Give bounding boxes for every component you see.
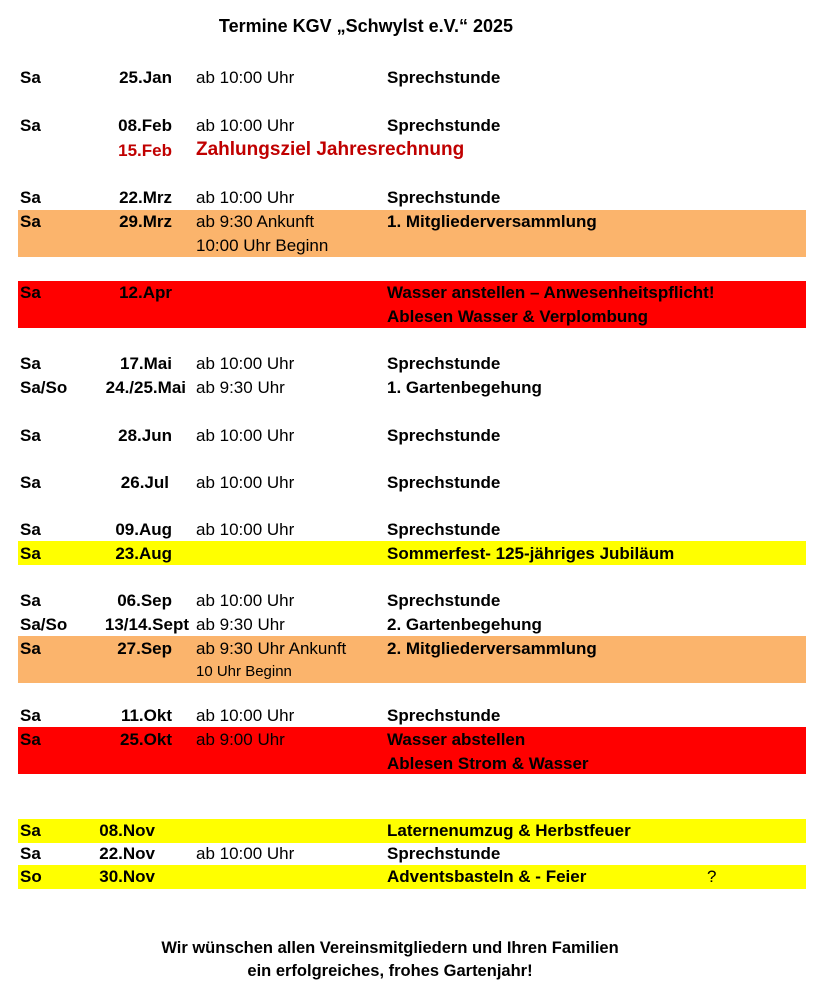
row-date: 26.Jul xyxy=(120,473,169,492)
row-event: 2. Gartenbegehung xyxy=(387,615,542,634)
row-day: Sa xyxy=(20,212,41,231)
row-time: ab 10:00 Uhr xyxy=(196,473,295,492)
row-date: 06.Sep xyxy=(117,591,172,610)
row-event: Laternenumzug & Herbstfeuer xyxy=(387,821,631,840)
row-time: ab 10:00 Uhr xyxy=(196,188,295,207)
row-date: 22.Mrz xyxy=(119,188,172,207)
row-day: Sa/So xyxy=(20,378,68,397)
row-event: Wasser abstellen xyxy=(387,730,526,749)
row-day: Sa xyxy=(20,188,41,207)
row-day: Sa xyxy=(20,354,41,373)
row-event: Sprechstunde xyxy=(387,520,501,539)
row-time: ab 9:30 Uhr xyxy=(196,378,285,397)
row-day: Sa xyxy=(20,730,41,749)
row-event: Sprechstunde xyxy=(387,473,501,492)
row-date: 25.Okt xyxy=(120,730,172,749)
row-event: Zahlungsziel Jahresrechnung xyxy=(196,139,465,160)
row-day: Sa xyxy=(20,591,41,610)
row-date: 30.Nov xyxy=(99,867,155,886)
row-event-secondary: Ablesen Wasser & Verplombung xyxy=(387,307,649,326)
row-note: ? xyxy=(707,867,717,886)
row-date: 13/14.Sept xyxy=(104,615,189,634)
row-date: 12.Apr xyxy=(119,283,172,302)
row-event: Sprechstunde xyxy=(387,844,501,863)
row-event: Sprechstunde xyxy=(387,116,501,135)
row-event: Sprechstunde xyxy=(387,68,501,87)
row-event: Sprechstunde xyxy=(387,188,501,207)
row-event: Sprechstunde xyxy=(387,426,501,445)
row-day: Sa xyxy=(20,116,41,135)
row-time-secondary: 10 Uhr Beginn xyxy=(196,663,292,680)
footer-greeting-line-1: Wir wünschen allen Vereinsmitgliedern und Ihren Familien xyxy=(161,939,619,957)
row-event: Wasser anstellen – Anwesenheitspflicht! xyxy=(387,283,715,302)
row-time: ab 10:00 Uhr xyxy=(196,520,295,539)
row-event: 1. Gartenbegehung xyxy=(387,378,542,397)
row-date: 22.Nov xyxy=(99,844,155,863)
row-event: 2. Mitgliederversammlung xyxy=(387,639,597,658)
page-title: Termine KGV „Schwylst e.V.“ 2025 xyxy=(218,16,514,36)
row-day: Sa xyxy=(20,520,41,539)
row-date: 23.Aug xyxy=(115,544,172,563)
row-day: Sa xyxy=(20,844,41,863)
row-date: 29.Mrz xyxy=(119,212,172,231)
row-event-secondary: Ablesen Strom & Wasser xyxy=(387,754,589,773)
row-event: 1. Mitgliederversammlung xyxy=(387,212,597,231)
row-time: ab 10:00 Uhr xyxy=(196,591,295,610)
row-day: Sa xyxy=(20,426,41,445)
row-time: ab 10:00 Uhr xyxy=(196,116,295,135)
row-date: 17.Mai xyxy=(120,354,172,373)
row-event: Sprechstunde xyxy=(387,591,501,610)
row-date: 25.Jan xyxy=(119,68,172,87)
row-time: ab 10:00 Uhr xyxy=(196,68,295,87)
row-time: ab 9:30 Ankunft xyxy=(196,212,315,231)
row-day: So xyxy=(20,867,42,886)
row-day: Sa/So xyxy=(20,615,68,634)
row-day: Sa xyxy=(20,68,41,87)
row-date: 15.Feb xyxy=(118,141,172,160)
row-date: 08.Nov xyxy=(99,821,155,840)
row-time: ab 10:00 Uhr xyxy=(196,426,295,445)
row-date: 27.Sep xyxy=(117,639,172,658)
row-time: ab 9:30 Uhr xyxy=(196,615,285,634)
row-day: Sa xyxy=(20,544,41,563)
row-time: ab 10:00 Uhr xyxy=(196,706,295,725)
row-day: Sa xyxy=(20,283,41,302)
row-date: 09.Aug xyxy=(115,520,172,539)
row-day: Sa xyxy=(20,821,41,840)
row-event: Sprechstunde xyxy=(387,354,501,373)
row-date: 24./25.Mai xyxy=(105,378,186,397)
row-event: Adventsbasteln & - Feier xyxy=(387,867,587,886)
row-time: ab 9:00 Uhr xyxy=(196,730,285,749)
row-date: 08.Feb xyxy=(118,116,172,135)
row-day: Sa xyxy=(20,639,41,658)
row-date: 11.Okt xyxy=(120,706,172,725)
row-event: Sommerfest- 125-jähriges Jubiläum xyxy=(387,544,675,563)
row-event: Sprechstunde xyxy=(387,706,501,725)
row-day: Sa xyxy=(20,473,41,492)
row-time: ab 10:00 Uhr xyxy=(196,354,295,373)
row-time-secondary: 10:00 Uhr Beginn xyxy=(196,236,329,255)
footer-greeting-line-2: ein erfolgreiches, frohes Gartenjahr! xyxy=(247,962,533,980)
row-date: 28.Jun xyxy=(118,426,172,445)
row-time: ab 10:00 Uhr xyxy=(196,844,295,863)
row-time: ab 9:30 Uhr Ankunft xyxy=(196,639,347,658)
row-day: Sa xyxy=(20,706,41,725)
